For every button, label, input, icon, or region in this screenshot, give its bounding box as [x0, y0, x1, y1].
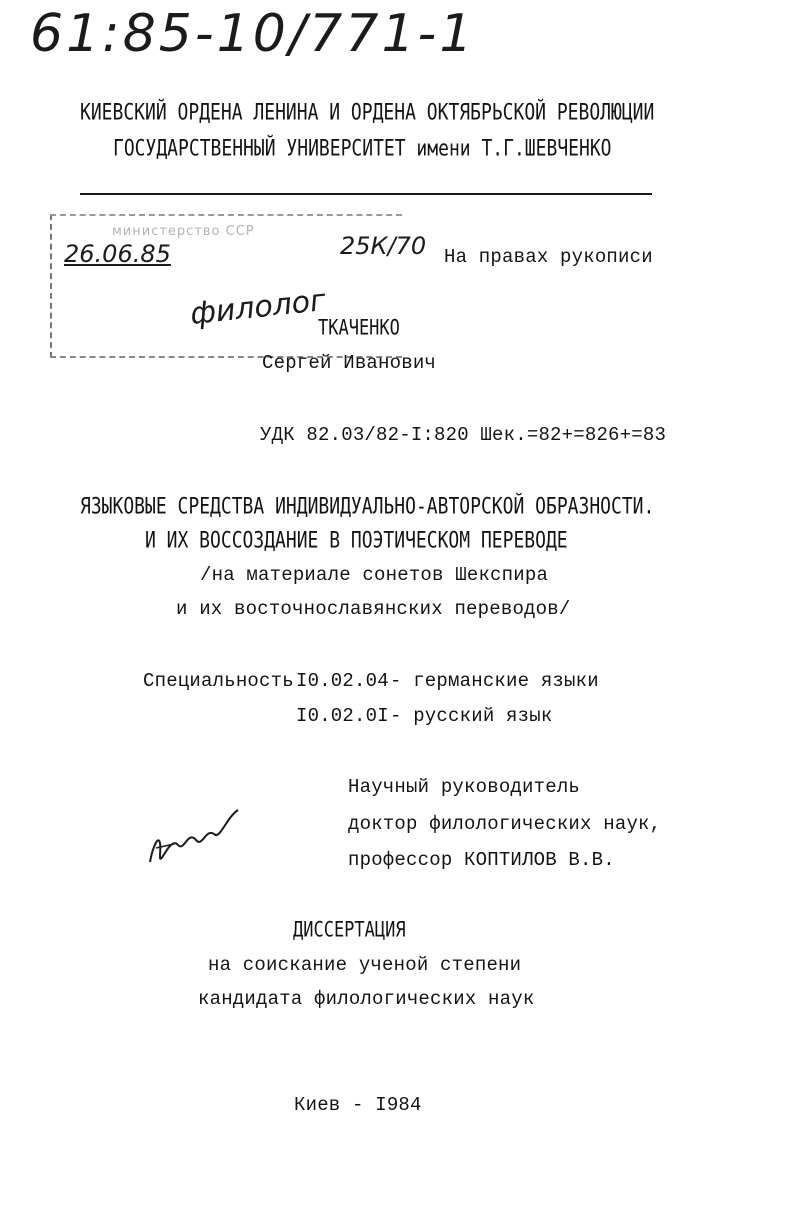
- udk-code: УДК 82.03/82-I:820 Шек.=82+=826+=83: [260, 424, 667, 446]
- dissertation-line-1: на соискание ученой степени: [208, 954, 522, 976]
- specialty-label: Специальность: [143, 670, 294, 692]
- header-divider: [80, 193, 652, 195]
- place-year: Киев - I984: [294, 1094, 422, 1116]
- specialty-code-2: I0.02.0I: [296, 705, 389, 727]
- dissertation-heading: ДИССЕРТАЦИЯ: [293, 917, 406, 943]
- title-line-4: и их восточнославянских переводов/: [176, 598, 571, 620]
- title-line-1: ЯЗЫКОВЫЕ СРЕДСТВА ИНДИВИДУАЛЬНО-АВТОРСКОЙ ОБРАЗНОСТИ.: [80, 493, 655, 520]
- stamp-faded-text: министерство ССР: [112, 224, 255, 239]
- supervisor-line-2: доктор филологических наук,: [348, 813, 662, 835]
- supervisor-line-1: Научный руководитель: [348, 776, 581, 798]
- supervisor-line-3: профессор КОПТИЛОВ В.В.: [348, 849, 615, 871]
- title-line-3: /на материале сонетов Шекспира: [200, 564, 549, 586]
- university-line-1: КИЕВСКИЙ ОРДЕНА ЛЕНИНА И ОРДЕНА ОКТЯБРЬСКОЙ РЕВОЛЮЦИИ: [80, 99, 655, 126]
- title-line-2: И ИХ ВОССОЗДАНИЕ В ПОЭТИЧЕСКОМ ПЕРЕВОДЕ: [145, 527, 568, 554]
- stamp-handwritten-number: 25К/70: [340, 232, 427, 260]
- author-given-names: Сергей Иванович: [262, 352, 437, 374]
- archive-number: 61:85-10/771-1: [30, 4, 476, 64]
- stamp-handwritten-word: филолог: [188, 282, 328, 333]
- signature-mark: [140, 800, 250, 880]
- author-signature: [140, 800, 250, 880]
- specialty-code-1: I0.02.04: [296, 670, 389, 692]
- dissertation-line-2: кандидата филологических наук: [198, 988, 535, 1010]
- university-line-2: ГОСУДАРСТВЕННЫЙ УНИВЕРСИТЕТ имени Т.Г.ШЕВЧЕНКО: [113, 135, 612, 162]
- stamp-handwritten-date: 26.06.85: [64, 240, 171, 268]
- specialty-name-1: - германские языки: [390, 670, 599, 692]
- specialty-name-2: - русский язык: [390, 705, 553, 727]
- author-surname: ТКАЧЕНКО: [318, 315, 400, 341]
- rights-notice: На правах рукописи: [444, 246, 653, 268]
